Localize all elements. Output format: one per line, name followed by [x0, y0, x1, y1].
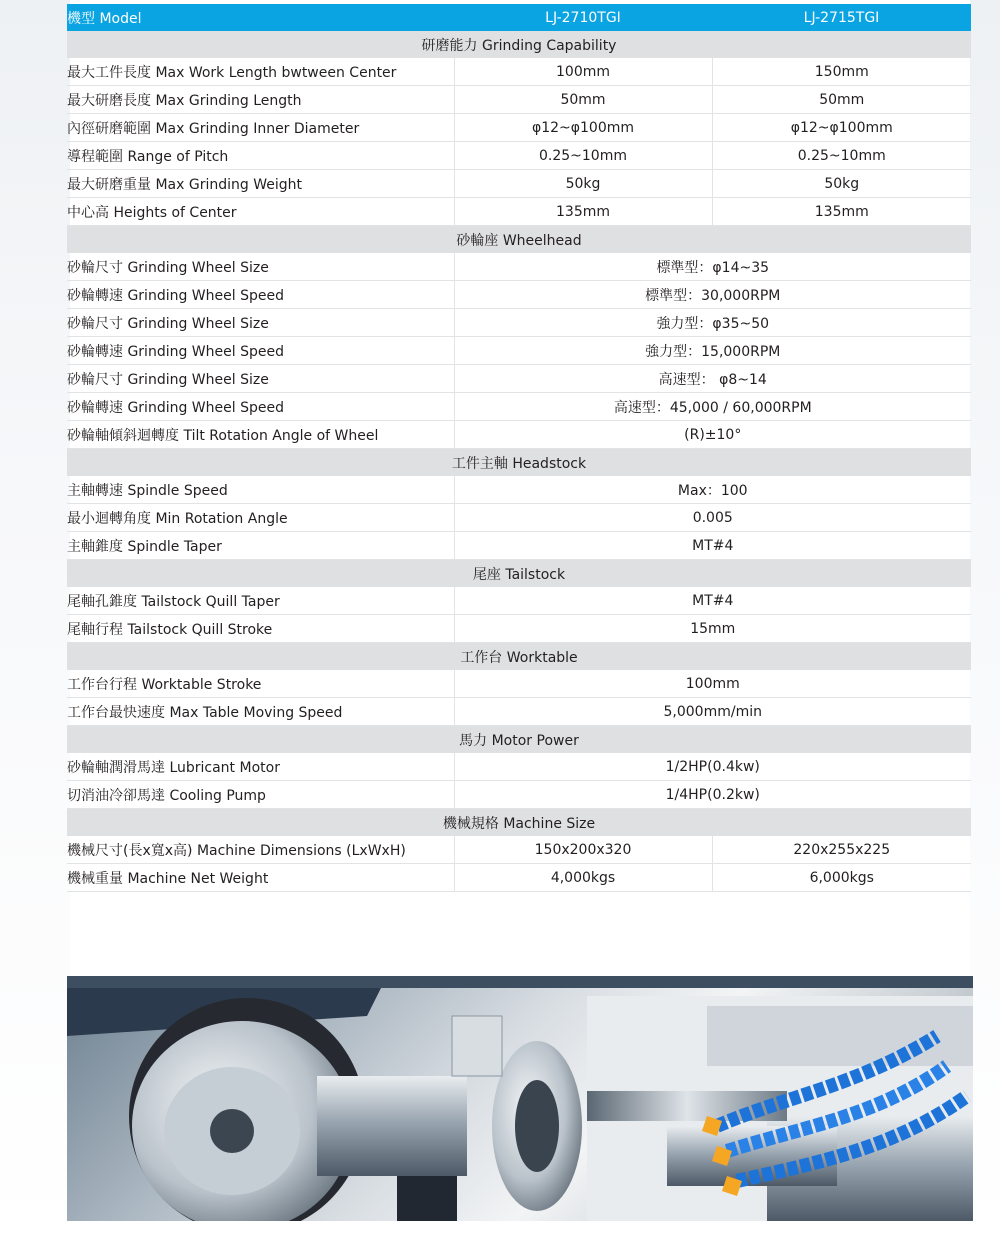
spec-value: 5,000mm/min — [454, 698, 971, 726]
spec-row — [67, 170, 971, 198]
spec-label: 砂輪軸潤滑馬達 Lubricant Motor — [67, 753, 454, 781]
spec-label: 機械尺寸(長x寬x高) Machine Dimensions (LxWxH) — [67, 836, 454, 864]
spec-label: 切消油冷卻馬達 Cooling Pump — [67, 781, 454, 809]
spec-row — [67, 476, 971, 504]
spec-value-model-1: 50mm — [454, 86, 712, 114]
spec-label: 機械重量 Machine Net Weight — [67, 864, 454, 892]
section-title: 工件主軸 Headstock — [67, 449, 971, 477]
spec-value: 強力型：φ35~50 — [454, 309, 971, 337]
spec-value-model-1: 0.25~10mm — [454, 142, 712, 170]
page-background-left — [0, 0, 70, 1240]
spec-value-model-1: φ12~φ100mm — [454, 114, 712, 142]
spec-label: 工作台行程 Worktable Stroke — [67, 670, 454, 698]
section-title: 研磨能力 Grinding Capability — [67, 31, 971, 58]
spec-label: 砂輪尺寸 Grinding Wheel Size — [67, 365, 454, 393]
spec-label: 尾軸孔錐度 Tailstock Quill Taper — [67, 587, 454, 615]
spec-label: 最小迴轉角度 Min Rotation Angle — [67, 504, 454, 532]
section-title: 機械規格 Machine Size — [67, 809, 971, 837]
spec-label: 砂輪尺寸 Grinding Wheel Size — [67, 309, 454, 337]
header-model-1: LJ-2710TGI — [454, 4, 712, 31]
spec-row — [67, 587, 971, 615]
spec-label: 砂輪轉速 Grinding Wheel Speed — [67, 337, 454, 365]
spec-label: 砂輪轉速 Grinding Wheel Speed — [67, 393, 454, 421]
spec-value: 高速型：45,000 / 60,000RPM — [454, 393, 971, 421]
spec-label: 導程範圍 Range of Pitch — [67, 142, 454, 170]
spec-value-model-2: 135mm — [712, 198, 971, 226]
spec-row — [67, 753, 971, 781]
spec-value-model-2: 50mm — [712, 86, 971, 114]
spec-value: 1/2HP(0.4kw) — [454, 753, 971, 781]
spec-value-model-1: 100mm — [454, 58, 712, 86]
header-model-label: 機型 Model — [67, 4, 454, 31]
spec-value-model-1: 4,000kgs — [454, 864, 712, 892]
spec-row — [67, 393, 971, 421]
spec-value-model-1: 135mm — [454, 198, 712, 226]
section-title: 砂輪座 Wheelhead — [67, 226, 971, 254]
spec-row — [67, 281, 971, 309]
spec-value: 100mm — [454, 670, 971, 698]
spec-value: 標準型：φ14~35 — [454, 253, 971, 281]
spec-label: 最大研磨重量 Max Grinding Weight — [67, 170, 454, 198]
section-title: 馬力 Motor Power — [67, 726, 971, 754]
spec-label: 尾軸行程 Tailstock Quill Stroke — [67, 615, 454, 643]
spec-value: 強力型：15,000RPM — [454, 337, 971, 365]
table-header-row — [67, 4, 971, 31]
spec-value-model-2: 6,000kgs — [712, 864, 971, 892]
spec-table — [67, 4, 971, 892]
spec-row — [67, 504, 971, 532]
spec-value: MT#4 — [454, 587, 971, 615]
spec-row — [67, 198, 971, 226]
spec-row — [67, 615, 971, 643]
spec-label: 主軸轉速 Spindle Speed — [67, 476, 454, 504]
spec-row — [67, 781, 971, 809]
section-title: 尾座 Tailstock — [67, 560, 971, 588]
spec-value-model-1: 50kg — [454, 170, 712, 198]
spec-label: 工作台最快速度 Max Table Moving Speed — [67, 698, 454, 726]
spec-row — [67, 421, 971, 449]
section-title: 工作台 Worktable — [67, 643, 971, 671]
machine-photo — [67, 976, 973, 1221]
spec-value: MT#4 — [454, 532, 971, 560]
section-header-row — [67, 726, 971, 754]
spec-row — [67, 142, 971, 170]
spec-value: 1/4HP(0.2kw) — [454, 781, 971, 809]
spec-row — [67, 86, 971, 114]
spec-row — [67, 309, 971, 337]
spec-value: 標準型：30,000RPM — [454, 281, 971, 309]
spec-label: 最大工件長度 Max Work Length bwtween Center — [67, 58, 454, 86]
spec-label: 砂輪轉速 Grinding Wheel Speed — [67, 281, 454, 309]
spec-value-model-2: 220x255x225 — [712, 836, 971, 864]
section-header-row — [67, 449, 971, 477]
section-header-row — [67, 643, 971, 671]
section-header-row — [67, 31, 971, 58]
spec-row — [67, 864, 971, 892]
spec-row — [67, 253, 971, 281]
spec-row — [67, 114, 971, 142]
spec-value-model-2: 150mm — [712, 58, 971, 86]
section-header-row — [67, 226, 971, 254]
spec-label: 砂輪軸傾斜迴轉度 Tilt Rotation Angle of Wheel — [67, 421, 454, 449]
spec-label: 最大研磨長度 Max Grinding Length — [67, 86, 454, 114]
spec-label: 砂輪尺寸 Grinding Wheel Size — [67, 253, 454, 281]
spec-value: 高速型： φ8~14 — [454, 365, 971, 393]
spec-value-model-2: 0.25~10mm — [712, 142, 971, 170]
section-header-row — [67, 560, 971, 588]
spec-value-model-2: φ12~φ100mm — [712, 114, 971, 142]
page-background-right — [970, 0, 1000, 1240]
spec-row — [67, 698, 971, 726]
machine-photo-illustration — [67, 976, 973, 1221]
header-model-2: LJ-2715TGI — [712, 4, 971, 31]
spec-value: Max：100 — [454, 476, 971, 504]
spec-row — [67, 58, 971, 86]
spec-value-model-2: 50kg — [712, 170, 971, 198]
spec-row — [67, 670, 971, 698]
spec-label: 主軸錐度 Spindle Taper — [67, 532, 454, 560]
spec-row — [67, 365, 971, 393]
spec-value: 0.005 — [454, 504, 971, 532]
spec-row — [67, 337, 971, 365]
spec-row — [67, 836, 971, 864]
spec-label: 內徑研磨範圍 Max Grinding Inner Diameter — [67, 114, 454, 142]
spec-row — [67, 532, 971, 560]
spec-value: 15mm — [454, 615, 971, 643]
spec-value: (R)±10° — [454, 421, 971, 449]
spec-value-model-1: 150x200x320 — [454, 836, 712, 864]
section-header-row — [67, 809, 971, 837]
spec-label: 中心高 Heights of Center — [67, 198, 454, 226]
